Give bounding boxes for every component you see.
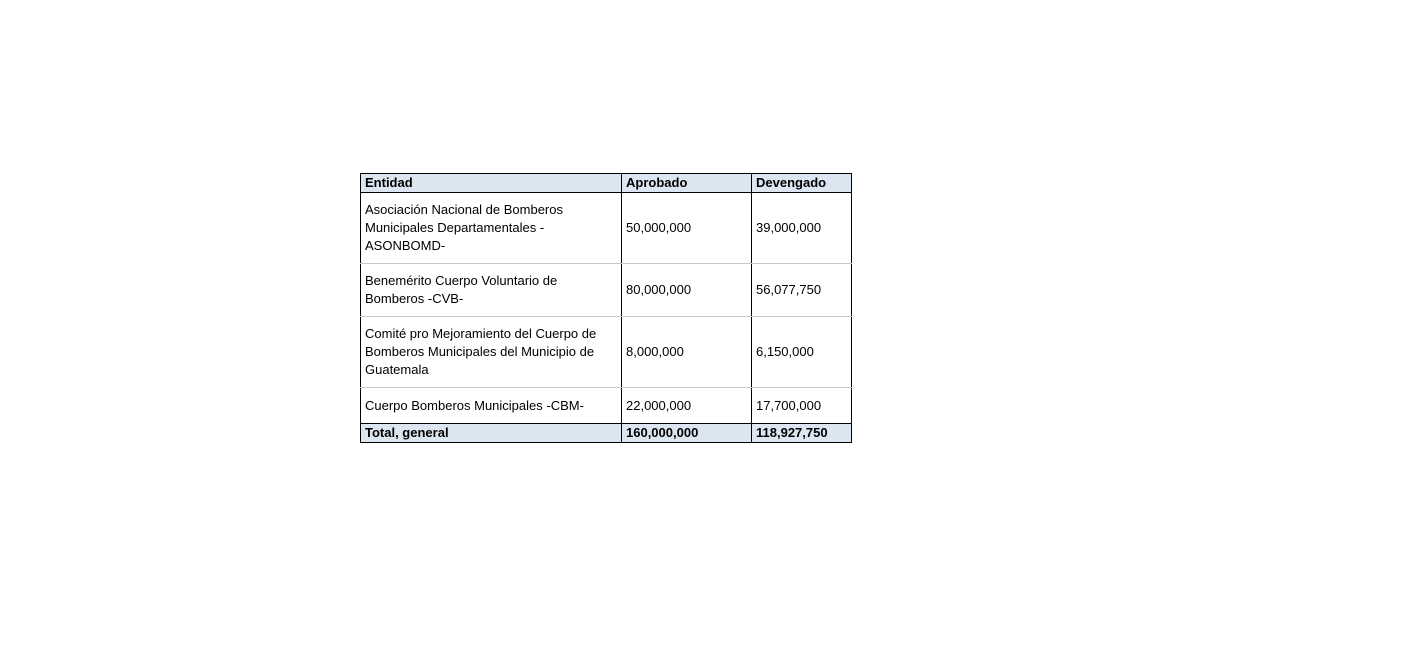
budget-table [360, 173, 852, 443]
table-footer [361, 424, 852, 443]
table-row [361, 388, 852, 424]
cell-entidad: Comité pro Mejoramiento del Cuerpo de Bomberos Municipales del Municipio de Guatemala [361, 317, 622, 388]
cell-aprobado: 80,000,000 [622, 264, 752, 317]
total-aprobado: 160,000,000 [622, 424, 752, 443]
cell-entidad: Asociación Nacional de Bomberos Municipales Departamentales -ASONBOMD- [361, 193, 622, 264]
header-row [361, 174, 852, 193]
cell-entidad: Cuerpo Bomberos Municipales -CBM- [361, 388, 622, 424]
cell-devengado: 6,150,000 [752, 317, 852, 388]
total-label: Total, general [361, 424, 622, 443]
table-body [361, 193, 852, 424]
cell-aprobado: 22,000,000 [622, 388, 752, 424]
header-entidad: Entidad [361, 174, 622, 193]
cell-entidad: Benemérito Cuerpo Voluntario de Bomberos -CVB- [361, 264, 622, 317]
budget-table-container [360, 173, 852, 443]
table-row [361, 193, 852, 264]
cell-aprobado: 8,000,000 [622, 317, 752, 388]
total-devengado: 118,927,750 [752, 424, 852, 443]
table-header [361, 174, 852, 193]
cell-devengado: 39,000,000 [752, 193, 852, 264]
cell-aprobado: 50,000,000 [622, 193, 752, 264]
total-row [361, 424, 852, 443]
cell-devengado: 56,077,750 [752, 264, 852, 317]
table-row [361, 317, 852, 388]
header-aprobado: Aprobado [622, 174, 752, 193]
table-row [361, 264, 852, 317]
cell-devengado: 17,700,000 [752, 388, 852, 424]
header-devengado: Devengado [752, 174, 852, 193]
